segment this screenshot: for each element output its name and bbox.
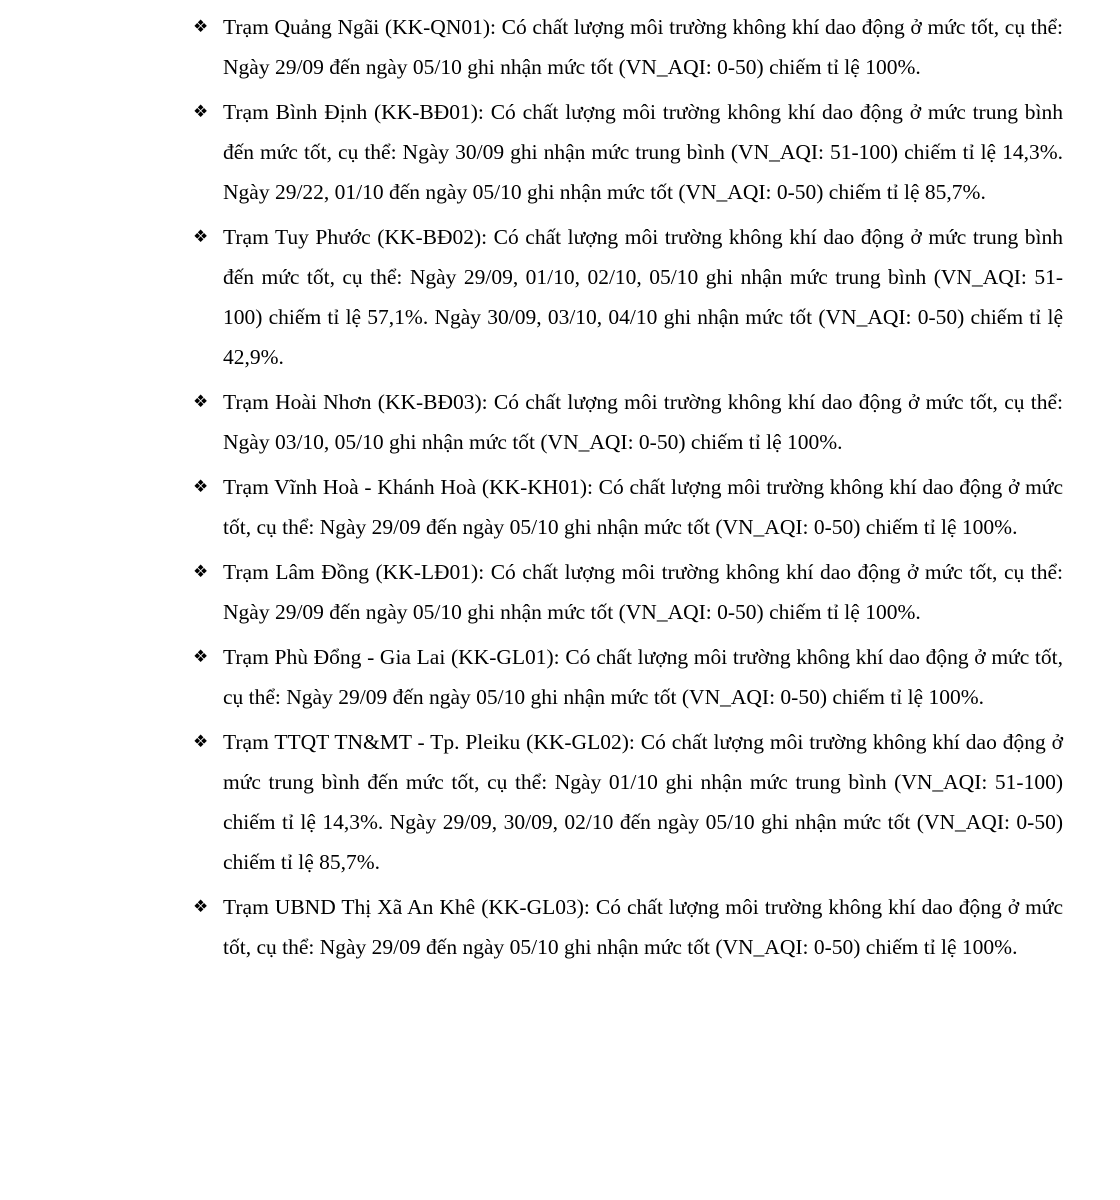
station-report-text: Trạm Vĩnh Hoà - Khánh Hoà (KK-KH01): Có chất lượng môi trường không khí dao động ở mức tốt, cụ thể: Ngày 29/09 đến ngày 05/10 ghi nhận mức tốt (VN_AQI: 0-50) chiếm tỉ lệ 100%. bbox=[223, 475, 1063, 539]
list-item-station-lam-dong bbox=[193, 552, 1063, 632]
list-item-station-binh-dinh bbox=[193, 92, 1063, 212]
list-item-station-ubnd-an-khe bbox=[193, 887, 1063, 967]
diamond-bullet-icon: ❖ bbox=[193, 17, 209, 36]
diamond-bullet-icon: ❖ bbox=[193, 227, 209, 246]
list-item-station-vinh-hoa-khanh-hoa bbox=[193, 467, 1063, 547]
station-report-text: Trạm Quảng Ngãi (KK-QN01): Có chất lượng môi trường không khí dao động ở mức tốt, cụ thể: Ngày 29/09 đến ngày 05/10 ghi nhận mức tốt (VN_AQI: 0-50) chiếm tỉ lệ 100%. bbox=[223, 15, 1063, 79]
station-report-text: Trạm Hoài Nhơn (KK-BĐ03): Có chất lượng môi trường không khí dao động ở mức tốt, cụ thể: Ngày 03/10, 05/10 ghi nhận mức tốt (VN_AQI: 0-50) chiếm tỉ lệ 100%. bbox=[223, 390, 1063, 454]
diamond-bullet-icon: ❖ bbox=[193, 392, 209, 411]
station-report-text: Trạm Lâm Đồng (KK-LĐ01): Có chất lượng môi trường không khí dao động ở mức tốt, cụ thể: Ngày 29/09 đến ngày 05/10 ghi nhận mức tốt (VN_AQI: 0-50) chiếm tỉ lệ 100%. bbox=[223, 560, 1063, 624]
station-report-text: Trạm Bình Định (KK-BĐ01): Có chất lượng môi trường không khí dao động ở mức trung bình đến mức tốt, cụ thể: Ngày 30/09 ghi nhận mức trung bình (VN_AQI: 51-100) chiếm tỉ lệ 14,3%. Ngày 29/22, 01/10 đến ngày 05/10 ghi nhận mức tốt (VN_AQI: 0-50) chiếm tỉ lệ 85,7%. bbox=[223, 100, 1063, 204]
diamond-bullet-icon: ❖ bbox=[193, 897, 209, 916]
list-item-station-hoai-nhon bbox=[193, 382, 1063, 462]
diamond-bullet-icon: ❖ bbox=[193, 647, 209, 666]
diamond-bullet-icon: ❖ bbox=[193, 732, 209, 751]
diamond-bullet-icon: ❖ bbox=[193, 102, 209, 121]
station-report-text: Trạm UBND Thị Xã An Khê (KK-GL03): Có chất lượng môi trường không khí dao động ở mức tốt, cụ thể: Ngày 29/09 đến ngày 05/10 ghi nhận mức tốt (VN_AQI: 0-50) chiếm tỉ lệ 100%. bbox=[223, 895, 1063, 959]
list-item-station-ttqt-tnmt-pleiku bbox=[193, 722, 1063, 882]
station-report-text: Trạm TTQT TN&MT - Tp. Pleiku (KK-GL02): Có chất lượng môi trường không khí dao động ở mức trung bình đến mức tốt, cụ thể: Ngày 01/10 ghi nhận mức trung bình (VN_AQI: 51-100) chiếm tỉ lệ 14,3%. Ngày 29/09, 30/09, 02/10 đến ngày 05/10 ghi nhận mức tốt (VN_AQI: 0-50) chiếm tỉ lệ 85,7%. bbox=[223, 730, 1063, 874]
diamond-bullet-icon: ❖ bbox=[193, 562, 209, 581]
station-report-text: Trạm Phù Đổng - Gia Lai (KK-GL01): Có chất lượng môi trường không khí dao động ở mức tốt, cụ thể: Ngày 29/09 đến ngày 05/10 ghi nhận mức tốt (VN_AQI: 0-50) chiếm tỉ lệ 100%. bbox=[223, 645, 1063, 709]
station-report-text: Trạm Tuy Phước (KK-BĐ02): Có chất lượng môi trường không khí dao động ở mức trung bình đến mức tốt, cụ thể: Ngày 29/09, 01/10, 02/10, 05/10 ghi nhận mức trung bình (VN_AQI: 51-100) chiếm tỉ lệ 57,1%. Ngày 30/09, 03/10, 04/10 ghi nhận mức tốt (VN_AQI: 0-50) chiếm tỉ lệ 42,9%. bbox=[223, 225, 1063, 369]
station-report-list bbox=[193, 7, 1063, 967]
diamond-bullet-icon: ❖ bbox=[193, 477, 209, 496]
list-item-station-phu-dong-gia-lai bbox=[193, 637, 1063, 717]
list-item-station-quang-ngai bbox=[193, 7, 1063, 87]
list-item-station-tuy-phuoc bbox=[193, 217, 1063, 377]
